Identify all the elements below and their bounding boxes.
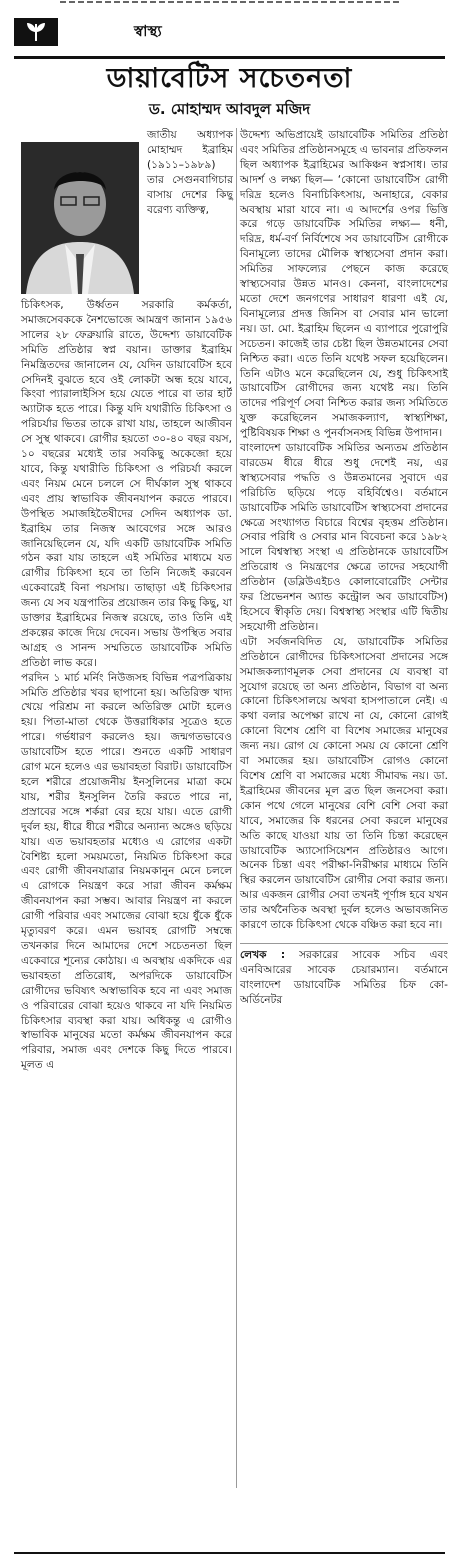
article-title: ডায়াবেটিস সচেতনতা <box>106 63 353 94</box>
paragraph: চিকিৎসক, উর্ধ্বতন সরকারি কর্মকর্তা, সমাজসেবককে নৈশভোজে আমন্ত্রণ জানান ১৯৫৬ সালের ২৮ ফেব্রুয়ারি রাতে, উদ্দেশ্য ডায়াবেটিক সমিতি প্রতিষ্ঠার স্বপ্ন বয়ান। ডাক্তার ইব্রাহিম নিমন্ত্রিতদের জানালেন যে, যেদিন ডায়াবেটিস হবে সেদিনই বুঝতে হবে ওই লোকটা অন্ধ হয়ে যাবে, কিংবা প্যারালাইসিস হয়ে যেতে পারে বা তার হার্ট অ্যাটাক হতে পারে। কিন্তু যদি যথারীতি চিকিৎসা ও পরিচর্যার ভিতর তাকে রাখা যায়, তাহলে আজীবন সে সুস্থ থাকবে। রোগীর হয়তো ৩০-৪০ বছর বয়স, ১০ বছরের মধ্যেই তার সবকিছু অকেজো হয়ে যাবে, কিন্তু যথারীতি চিকিৎসা ও পরিচর্যা করলে এবং নিয়ম মেনে চললে সে দীর্ঘকাল সুস্থ থাকবে এবং প্রায় স্বাভাবিক জীবনযাপন করতে পারবে। উপস্থিত সমাজহিতৈষীদের সেদিন অধ্যাপক ডা. ইব্রাহিম তার নিজস্ব আবেগের সঙ্গে আরও জানিয়েছিলেন যে, যদি একটি ডায়াবেটিক সমিতি গঠন করা যায় তাহলে এই সমিতির মাধ্যমে যত রোগীর চিকিৎসা হবে তা তিনি নিজেই করবেন একেবারেই বিনা পয়সায়। তাছাড়া এই চিকিৎসার জন্য যে সব যন্ত্রপাতির প্রয়োজন তার কিছু কিছু, যা ডাক্তার ইব্রাহিমের নিজস্ব রয়েছে, তাও তিনি এই প্রকল্পের কাজে দিয়ে দেবেন। সভায় উপস্থিত সবার আগ্রহ ও সানন্দ সম্মতিতে ডায়াবেটিক সমিতি প্রতিষ্ঠা লাভ করে। <box>21 299 232 669</box>
intro-text: জাতীয় অধ্যাপক মোহাম্মদ ইব্রাহিম (১৯১১–১৯৮৯) তার সেগুনবাগিচার বাসায় দেশের কিছু বরেণ্য ব্যক্তিত্ব, <box>147 129 233 216</box>
column-divider <box>236 128 237 1488</box>
leaf-logo-icon <box>14 18 58 46</box>
paragraph: এটা সর্বজনবিদিত যে, ডায়াবেটিক সমিতির প্রতিষ্ঠানে রোগীদের চিকিৎসাসেবা প্রদানের সঙ্গে সমাজকল্যাণমূলক সেবা প্রদানের যে ব্যবস্থা বা সুযোগ রয়েছে তা অন্য প্রতিষ্ঠান, বিভাগ বা অন্য কোনো চিকিৎসালয়ে অথবা হাসপাতালে নেই। এ কথা বলার অপেক্ষা রাখে না যে, কোনো রোগই কোনো বিশেষ শ্রেণি বা বিশেষ সমাজের মানুষের জন্য নয়। রোগ যে কোনো সময় যে কোনো শ্রেণি বা সমাজের হয়। ডায়াবেটিস রোগও কোনো বিশেষ শ্রেণি বা সমাজের মধ্যে সীমাবদ্ধ নয়। ডা. ইব্রাহিমের জীবনের মূল ব্রত ছিল জনসেবা করা। কোন পথে গেলে মানুষের বেশি বেশি সেবা করা যাবে, সমাজের কি ধরনের সেবা করলে মানুষের অতি কাছে যাওয়া যায় তা তিনি চিন্তা করেছেন ডায়াবেটিক অ্যাসোসিয়েশন প্রতিষ্ঠারও আগে। অনেক চিন্তা এবং পরীক্ষা-নিরীক্ষার মাধ্যমে তিনি স্থির করলেন ডায়াবেটিস রোগীর সেবা করার জন্য। আর একজন রোগীর সেবা তখনই পূর্ণাঙ্গ হবে যখন তার অর্থনৈতিক অবস্থা দুর্বল হলেও অভাবজনিত কারণে তাকে চিকিৎসা থেকে বঞ্চিত করা হবে না। <box>240 635 448 932</box>
section-label: স্বাস্থ্য <box>134 22 162 40</box>
author-note <box>240 943 448 1008</box>
top-rule <box>0 0 459 6</box>
section-header <box>14 12 445 54</box>
paragraph: পরদিন ১ মার্চ মর্নিং নিউজসহ বিভিন্ন পত্রপত্রিকায় সমিতি প্রতিষ্ঠার খবর ছাপানো হয়। অতিরিক্ত খাদ্য খেয়ে পরিশ্রম না করলে অতিরিক্ত মোটা হলেও হয়। পিতা-মাতা থেকে উত্তরাধিকার সূত্রেও হতে পারে। গর্ভধারণ করলেও হয়। জন্মগতভাবেও ডায়াবেটিস হতে পারে। শুনতে একটি সাধারণ রোগ মনে হলেও এর ভয়াবহতা বিরাট। ডায়াবেটিস হলে শরীরে প্রয়োজনীয় ইনসুলিনের মাত্রা কমে যায়, শরীর ইনসুলিন তৈরি করতে পারে না, প্রস্রাবের সঙ্গে শর্করা বের হয়ে যায়। এতে রোগী দুর্বল হয়, ধীরে ধীরে শরীরে অন্যান্য অঙ্গেও ছড়িয়ে যায়। এত ভয়াবহতার মধ্যেও এ রোগের একটা বৈশিষ্ট্য হলো সময়মতো, নিয়মিত চিকিৎসা করে এবং রোগী জীবনযাত্রার নিয়মকানুন মেনে চললে এ রোগকে নিয়ন্ত্রণ করে সারা জীবন কর্মক্ষম জীবনযাপন করা সম্ভব। আবার নিয়ন্ত্রণ না করলে রোগী পরিবার এবং সমাজের বোঝা হয়ে ধুঁকে ধুঁকে মৃত্যুবরণ করে। এমন ভয়াবহ রোগটি সম্বন্ধে তখনকার দিনে আমাদের দেশে সচেতনতা ছিল একেবারে শূন্যের কোঠায়। এ অবস্থায় একদিকে এর ভয়াবহতা প্রতিরোধ, অপরদিকে ডায়াবেটিস রোগীদের ভবিষ্যৎ অস্বাভাবিক হবে না এবং সমাজ ও পরিবারের বোঝা হয়েও থাকবে না যদি নিয়মিত চিকিৎসার ব্যবস্থা করা যায়। অধিকন্তু এ রোগীও স্বাভাবিক মানুষের মতো কর্মক্ষম জীবনযাপন করে পরিবার, সমাজ এবং দেশকে কিছু দিতে পারবে। মূলত এ <box>21 671 232 1072</box>
right-column <box>240 128 448 1008</box>
paragraph: উদ্দেশ্য অভিপ্রায়েই ডায়াবেটিক সমিতির প্রতিষ্ঠা এবং সমিতির প্রতিষ্ঠানসমূহে এ ভাবনার প্রতিফলন ছিল অধ্যাপক ইব্রাহিমের আকিঞ্চন স্বপ্নসাধ। তার আদর্শ ও লক্ষ্য ছিল— ‘কোনো ডায়াবেটিস রোগী দরিদ্র হলেও বিনাচিকিৎসায়, অনাহারে, বেকার অবস্থায় মারা যাবে না। এ আদর্শের ওপর ভিত্তি করে গড়ে ডায়াবেটিক সমিতির লক্ষ্য— ধনী, দরিদ্র, ধর্ম-বর্ণ নির্বিশেষে সব ডায়াবেটিস রোগীকে বিনামূল্যে তাদের মৌলিক স্বাস্থ্যসেবা প্রদান করা। সমিতির সাফল্যের পেছনে কাজ করেছে স্বাস্থ্যসেবার উন্নত মানও। কেননা, বাংলাদেশের মতো দেশে জনগণের সাধারণ ধারণা এই যে, বিনামূল্যের প্রদত্ত জিনিস বা সেবার মান ভালো নয়। ডা. মো. ইব্রাহিম ছিলেন এ ব্যাপারে পুরোপুরি সচেতন। কাজেই তার চেষ্টা ছিল উন্নতমানের সেবা নিশ্চিত করা। এতে তিনি যথেষ্ট সফল হয়েছিলেন। তিনি এটাও মনে করেছিলেন যে, শুধু চিকিৎসাই ডায়াবেটিস রোগীদের জন্য যথেষ্ট নয়। তিনি তাদের পরিপূর্ণ সেবা নিশ্চিত করার জন্য সমিতিতে যুক্ত করেছিলেন সমাজকল্যাণ, স্বাস্থ্যশিক্ষা, পুষ্টিবিষয়ক শিক্ষা ও পুনর্বাসনসহ বিভিন্ন উপাদান। <box>240 129 448 440</box>
paragraph: বাংলাদেশ ডায়াবেটিক সমিতির অন্যতম প্রতিষ্ঠান বারডেম ধীরে ধীরে শুধু দেশেই নয়, এর স্বাস্থ্যসেবার পদ্ধতি ও উন্নতমানের সুবাদে এর পরিচিতি ছড়িয়ে পড়ে বহির্বিশ্বেও। বর্তমানে ডায়াবেটিক সমিতি ডায়াবেটিস স্বাস্থ্যসেবা প্রদানের ক্ষেত্রে সংখ্যাগত বিচারে বিশ্বের বৃহত্তম প্রতিষ্ঠান। সেবার পরিধি ও সেবার মান বিবেচনা করে ১৯৮২ সালে বিশ্বস্বাস্থ্য সংস্থা এ প্রতিষ্ঠানকে ডায়াবেটিস প্রতিরোধ ও নিয়ন্ত্রণের ক্ষেত্রে তাদের সহযোগী প্রতিষ্ঠান (ডব্লিউএইচও কোলাবোরেটিং সেন্টার ফর প্রিভেনশন অ্যান্ড কন্ট্রোল অব ডায়াবেটিস) হিসেবে স্বীকৃতি দেয়। বিশ্বস্বাস্থ্য সংস্থার এটি দ্বিতীয় সহযোগী প্রতিষ্ঠান। <box>240 442 448 633</box>
author-portrait <box>21 142 139 294</box>
bottom-rule <box>14 1552 445 1554</box>
article-byline: ড. মোহাম্মদ আবদুল মজিদ <box>148 100 311 118</box>
author-text: সরকারের সাবেক সচিব এবং এনবিআরের সাবেক চেয়ারম্যান। বর্তমানে বাংলাদেশ ডায়াবেটিক সমিতির চিফ কো-অর্ডিনেটর <box>240 948 448 1006</box>
author-label: লেখক : <box>240 948 286 961</box>
left-column <box>21 298 232 1073</box>
